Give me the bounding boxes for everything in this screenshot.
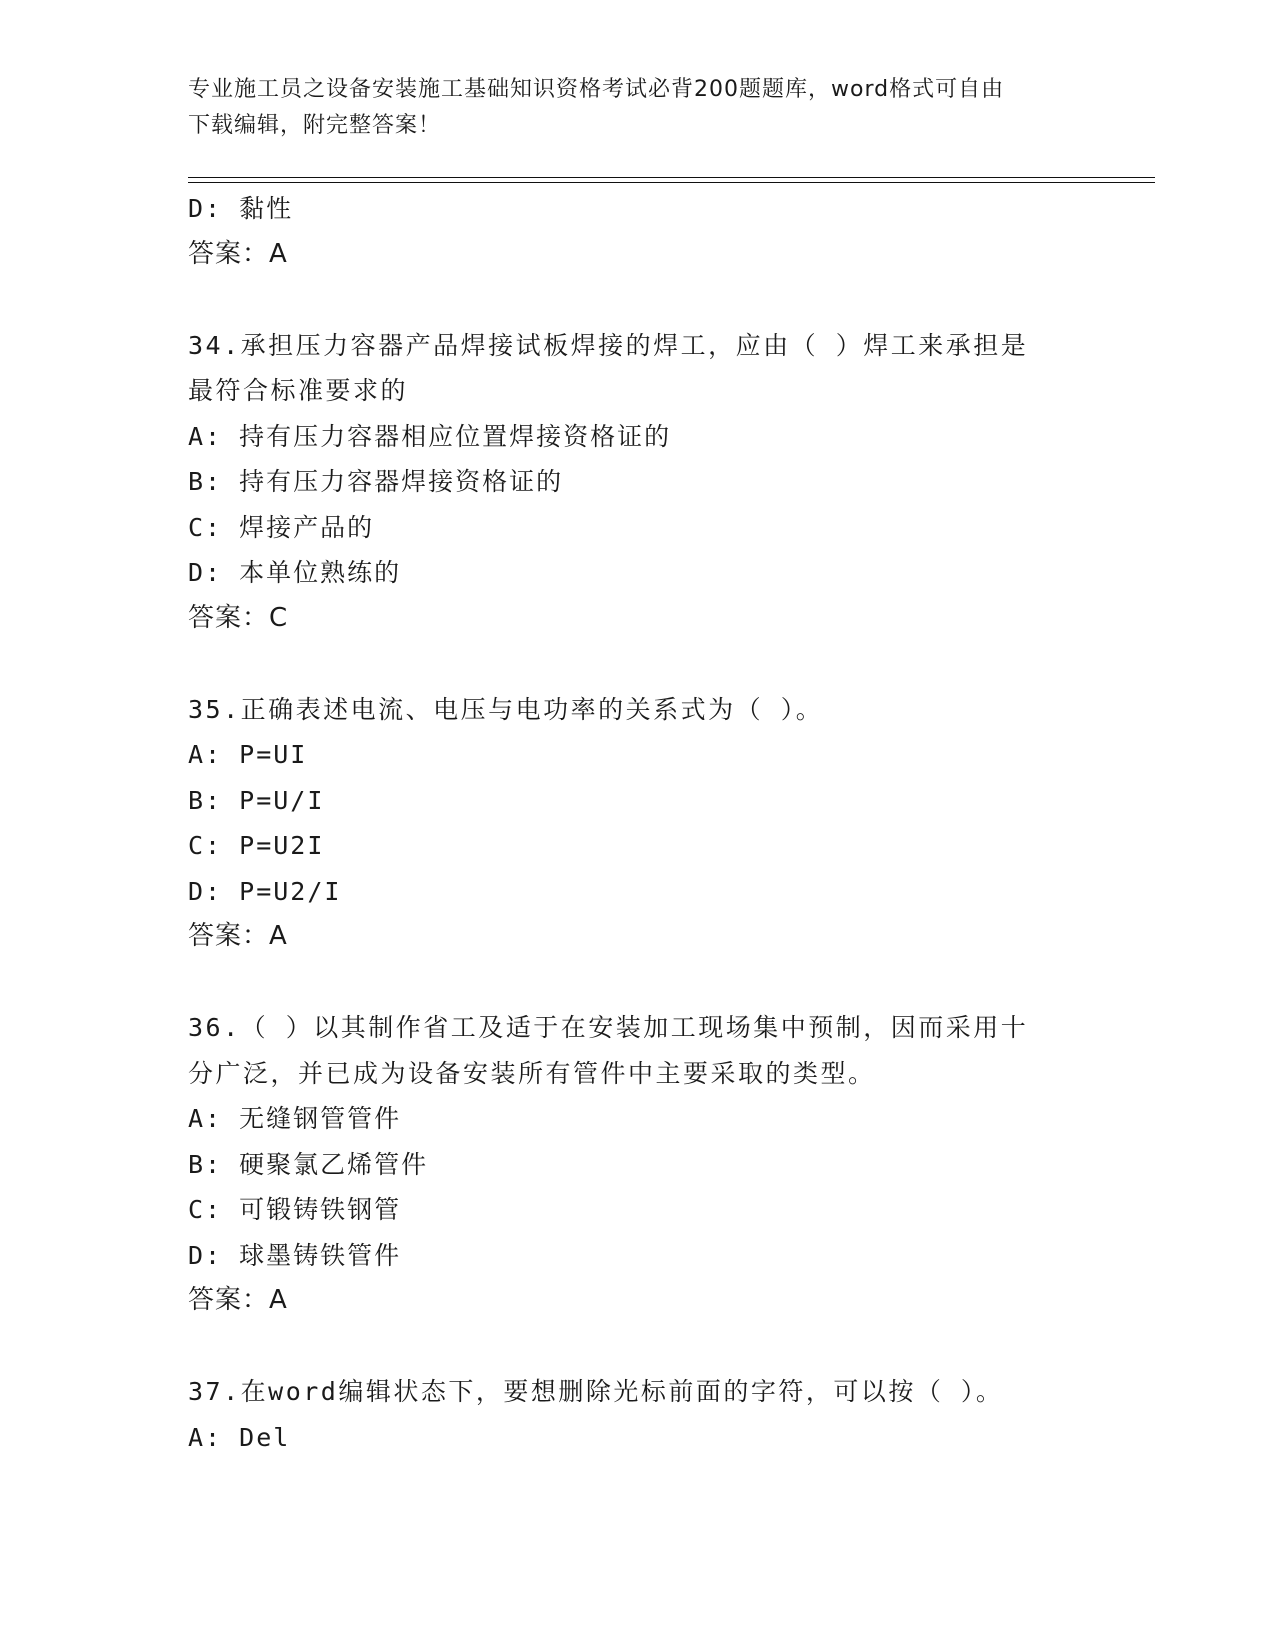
question-stem-continued: 分广泛，并已成为设备安装所有管件中主要采取的类型。 (188, 1058, 876, 1088)
spacer (188, 641, 1088, 687)
option-d: D: 本单位熟练的 (188, 558, 402, 587)
spacer (188, 1324, 1088, 1370)
option-c: C: 可锻铸铁钢管 (188, 1195, 402, 1224)
option-a: A: P=UI (188, 740, 308, 769)
question-34 (188, 323, 1088, 642)
question-37 (188, 1369, 1088, 1460)
option-b: B: 持有压力容器焊接资格证的 (188, 467, 564, 496)
option-d: D: P=U2/I (188, 876, 342, 906)
option-c: C: P=U2I (188, 831, 325, 860)
option-a: A: 无缝钢管管件 (188, 1104, 402, 1133)
option-d: D: 球墨铸铁管件 (188, 1240, 402, 1270)
document-header (188, 72, 1068, 144)
header-divider-bottom (188, 182, 1155, 183)
question-list (188, 186, 1088, 1460)
option-b: B: 硬聚氯乙烯管件 (188, 1149, 429, 1179)
question-stem: 37.在word编辑状态下，要想删除光标前面的字符，可以按（ ）。 (188, 1377, 1004, 1406)
question-stem: 36.（ ）以其制作省工及适于在安装加工现场集中预制，因而采用十 (188, 1013, 1029, 1042)
question-36 (188, 1005, 1088, 1324)
option-a: A: Del (188, 1422, 291, 1452)
prev-question-option-d: D: 黏性 (188, 194, 294, 223)
spacer (188, 277, 1088, 323)
header-title-line-2: 下载编辑，附完整答案！ (188, 113, 442, 138)
answer: 答案：A (188, 921, 288, 951)
header-title-line-1: 专业施工员之设备安装施工基础知识资格考试必背200题题库，word格式可自由 (188, 77, 1005, 102)
header-divider-top (188, 177, 1155, 178)
question-stem: 35.正确表述电流、电压与电功率的关系式为（ ）。 (188, 694, 824, 724)
answer: 答案：C (188, 602, 289, 633)
option-b: B: P=U/I (188, 785, 325, 815)
question-stem: 34.承担压力容器产品焊接试板焊接的焊工，应由（ ）焊工来承担是 (188, 330, 1029, 360)
answer: 答案：A (188, 1285, 288, 1315)
spacer (188, 960, 1088, 1006)
question-35 (188, 687, 1088, 960)
question-stem-continued: 最符合标准要求的 (188, 376, 409, 405)
option-a: A: 持有压力容器相应位置焊接资格证的 (188, 421, 672, 451)
prev-question-answer: 答案：A (188, 238, 288, 269)
option-c: C: 焊接产品的 (188, 512, 375, 542)
